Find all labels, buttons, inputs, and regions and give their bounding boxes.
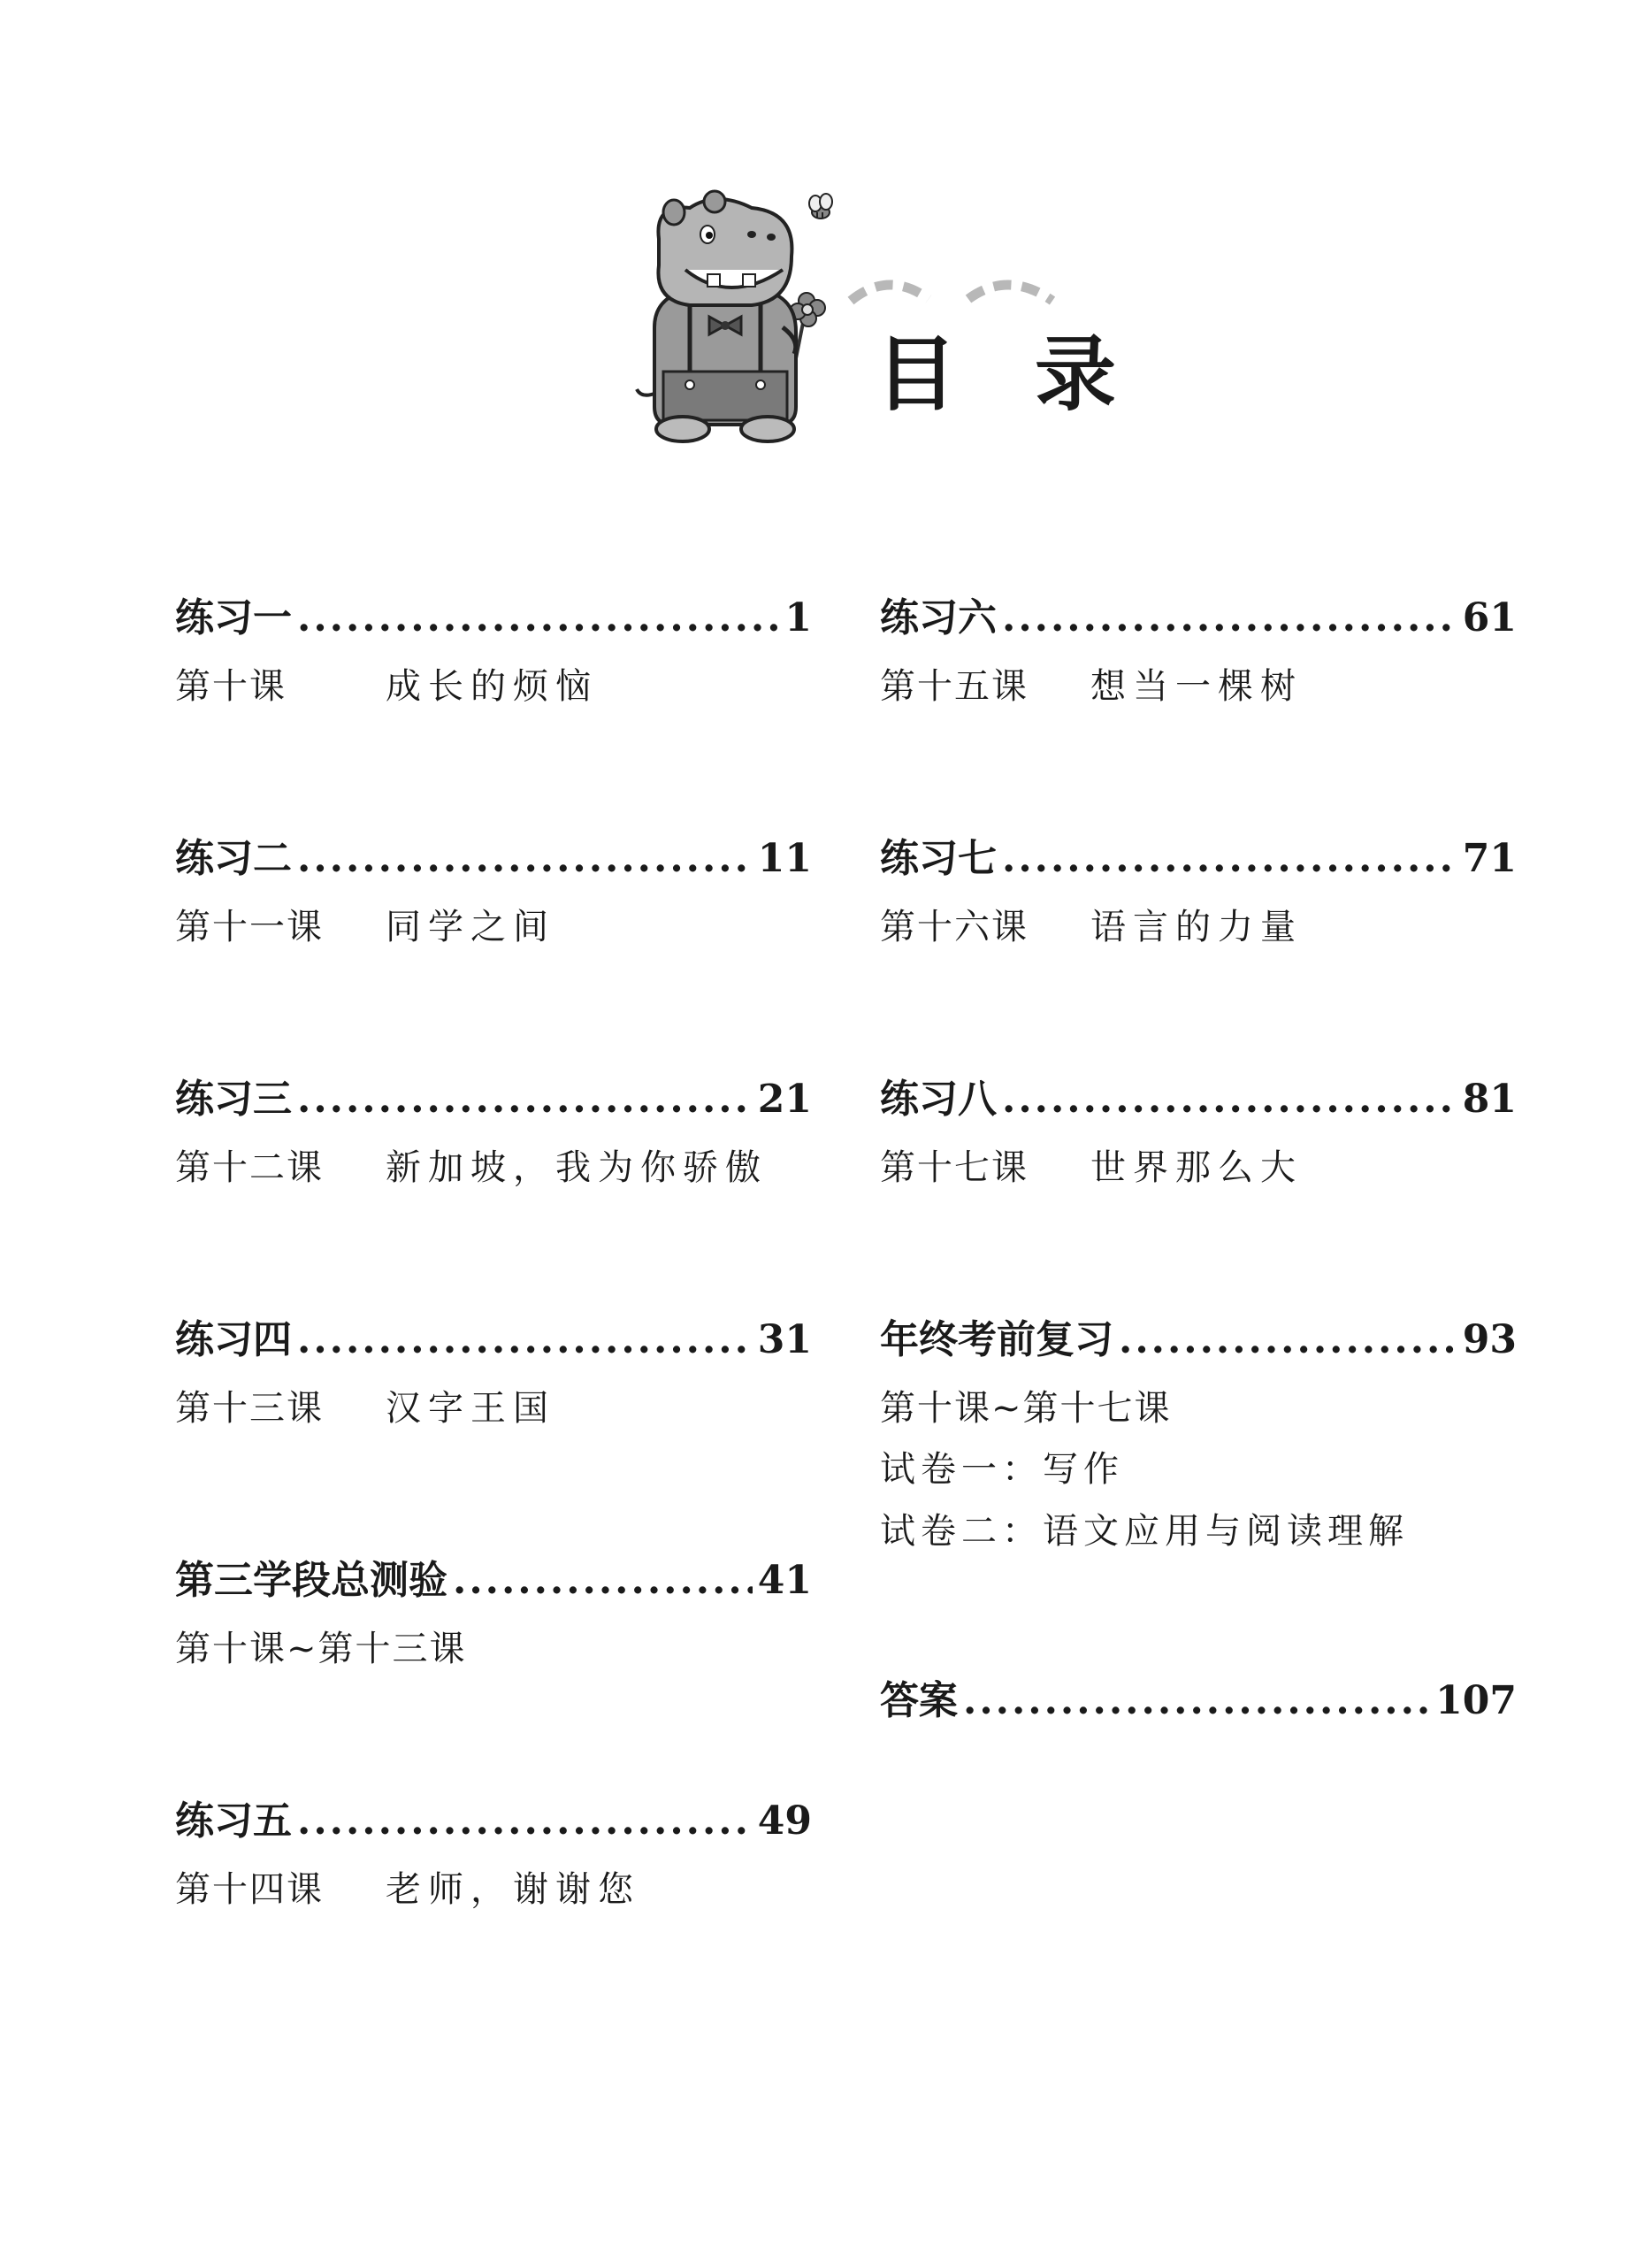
dot-leader xyxy=(453,1558,753,1603)
entry-page-number: 81 xyxy=(1462,1077,1517,1122)
dot-leader xyxy=(297,595,779,640)
toc-entry[interactable] xyxy=(175,826,812,1067)
hippo-icon xyxy=(637,191,796,441)
entry-title: 第三学段总测验 xyxy=(175,1558,447,1603)
toc-entry[interactable] xyxy=(880,826,1517,1067)
entry-page-number: 61 xyxy=(1462,595,1517,640)
bee-icon xyxy=(809,194,832,219)
toc-entry[interactable] xyxy=(175,586,812,826)
lesson-title: 同学之间 xyxy=(386,907,555,947)
dashed-arc-decoration xyxy=(851,285,1052,301)
toc-entry-row[interactable] xyxy=(880,1307,1517,1378)
toc-left-column xyxy=(175,586,812,2029)
toc-entry-row[interactable] xyxy=(880,586,1517,656)
lesson-number: 第十一课 xyxy=(175,907,324,947)
toc-header xyxy=(619,186,1142,451)
lesson-title: 成长的烦恼 xyxy=(386,666,598,707)
lesson-number: 第十四课 xyxy=(175,1869,324,1910)
dot-leader xyxy=(297,1317,753,1362)
lesson-title: 语言的力量 xyxy=(1090,907,1303,947)
entry-title: 练习四 xyxy=(175,1317,292,1362)
lesson-number: 第十三课 xyxy=(175,1388,324,1429)
lesson-number: 第十二课 xyxy=(175,1147,324,1188)
lesson-number: 第十五课 xyxy=(880,666,1029,707)
entry-page-number: 1 xyxy=(784,595,812,640)
lesson-number: 第十七课 xyxy=(880,1147,1029,1188)
lesson-line xyxy=(175,897,812,957)
toc-entry[interactable] xyxy=(880,1307,1517,1668)
entry-title: 练习八 xyxy=(880,1077,997,1122)
entry-title: 练习六 xyxy=(880,595,997,640)
toc-entry[interactable] xyxy=(880,1668,1517,1909)
lesson-range: 第十课~第十三课 xyxy=(175,1629,467,1669)
entry-page-number: 107 xyxy=(1435,1678,1517,1723)
entry-page-number: 41 xyxy=(757,1558,812,1603)
entry-title: 练习七 xyxy=(880,836,997,881)
exam-paper-item: 试卷二：语文应用与阅读理解 xyxy=(880,1511,1409,1552)
lesson-line xyxy=(880,897,1517,957)
page-title: 目 录 xyxy=(876,327,1142,422)
dot-leader xyxy=(297,836,753,881)
toc-entry[interactable] xyxy=(175,1548,812,1789)
toc-entry-row[interactable] xyxy=(175,826,812,897)
entry-title: 答案 xyxy=(880,1678,958,1723)
entry-page-number: 11 xyxy=(757,836,812,881)
dot-leader xyxy=(1119,1317,1457,1362)
toc-right-column xyxy=(880,586,1517,1909)
dot-leader xyxy=(1002,836,1457,881)
toc-entry-row[interactable] xyxy=(880,1067,1517,1138)
toc-entry-row[interactable] xyxy=(175,586,812,656)
entry-title: 年终考前复习 xyxy=(880,1317,1113,1362)
lesson-number: 第十课 xyxy=(175,666,287,707)
lesson-line xyxy=(175,656,812,717)
entry-page-number: 93 xyxy=(1462,1317,1517,1362)
dot-leader xyxy=(1002,1077,1457,1122)
lesson-title: 想当一棵树 xyxy=(1090,666,1303,707)
toc-entry-row[interactable] xyxy=(880,826,1517,897)
dot-leader xyxy=(297,1077,753,1122)
toc-entry-row[interactable] xyxy=(175,1789,812,1859)
dot-leader xyxy=(1002,595,1457,640)
lesson-title: 新加坡，我为你骄傲 xyxy=(386,1147,768,1188)
toc-entry-row[interactable] xyxy=(175,1067,812,1138)
entry-title: 练习二 xyxy=(175,836,292,881)
entry-page-number: 49 xyxy=(757,1798,812,1844)
lesson-line xyxy=(175,1138,812,1198)
lesson-number: 第十六课 xyxy=(880,907,1029,947)
toc-entry-row[interactable] xyxy=(880,1668,1517,1739)
toc-entry[interactable] xyxy=(175,1789,812,2029)
toc-entry-row[interactable] xyxy=(175,1307,812,1378)
lesson-line xyxy=(175,1859,812,1920)
entry-title: 练习一 xyxy=(175,595,292,640)
toc-entry[interactable] xyxy=(880,586,1517,826)
toc-entry[interactable] xyxy=(175,1307,812,1548)
entry-page-number: 21 xyxy=(757,1077,812,1122)
lesson-title: 汉字王国 xyxy=(386,1388,555,1429)
entry-title: 练习三 xyxy=(175,1077,292,1122)
dot-leader xyxy=(963,1678,1430,1723)
toc-entry-row[interactable] xyxy=(175,1548,812,1619)
lesson-range: 第十课~第十七课 xyxy=(880,1388,1172,1429)
entry-page-number: 71 xyxy=(1462,836,1517,881)
toc-entry[interactable] xyxy=(175,1067,812,1307)
entry-page-number: 31 xyxy=(757,1317,812,1362)
lesson-title: 老师，谢谢您 xyxy=(386,1869,640,1910)
lesson-line xyxy=(175,1378,812,1438)
dot-leader xyxy=(297,1798,753,1844)
lesson-title: 世界那么大 xyxy=(1090,1147,1303,1188)
exam-paper-item: 试卷一：写作 xyxy=(880,1449,1124,1490)
toc-entry[interactable] xyxy=(880,1067,1517,1307)
entry-title: 练习五 xyxy=(175,1798,292,1844)
lesson-line xyxy=(880,1138,1517,1198)
lesson-line xyxy=(880,656,1517,717)
